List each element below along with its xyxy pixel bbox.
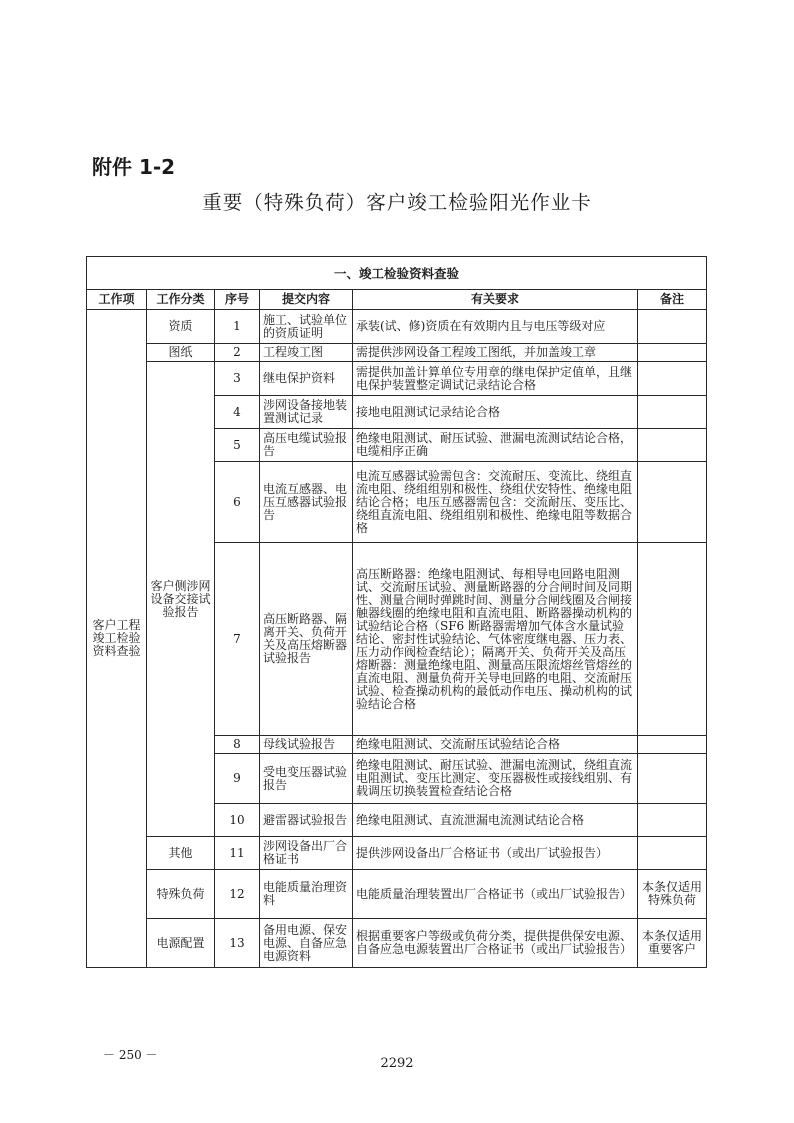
number-cell: 9 (215, 754, 260, 804)
document-title: 重要（特殊负荷）客户竣工检验阳光作业卡 (202, 191, 592, 214)
number-cell: 4 (215, 396, 260, 429)
note-cell (638, 429, 707, 462)
col-header-note: 备注 (638, 290, 707, 310)
number-cell: 10 (215, 804, 260, 837)
note-cell (638, 754, 707, 804)
number-cell: 3 (215, 362, 260, 396)
content-cell: 电流互感器、电压互感器试验报告 (260, 462, 353, 543)
number-cell: 5 (215, 429, 260, 462)
content-cell: 避雷器试验报告 (260, 804, 353, 837)
content-cell: 母线试验报告 (260, 736, 353, 754)
category-cell: 图纸 (147, 344, 215, 362)
requirement-cell: 根据重要客户等级或负荷分类，提供提供保安电源、自备应急电源装置出厂合格证书（或出厂试验报告） (353, 919, 638, 968)
note-cell (638, 837, 707, 870)
number-cell: 12 (215, 870, 260, 919)
requirement-cell: 电能质量治理装置出厂合格证书（或出厂试验报告） (353, 870, 638, 919)
col-header-requirements: 有关要求 (353, 290, 638, 310)
note-cell (638, 804, 707, 837)
requirement-cell: 绝缘电阻测试、交流耐压试验结论合格 (353, 736, 638, 754)
requirement-cell: 提供涉网设备出厂合格证书（或出厂试验报告） (353, 837, 638, 870)
content-cell: 工程竣工图 (260, 344, 353, 362)
category-cell: 资质 (147, 310, 215, 344)
requirement-cell: 需提供加盖计算单位专用章的继电保护定值单，且继电保护装置整定调试记录结论合格 (353, 362, 638, 396)
col-header-number: 序号 (215, 290, 260, 310)
content-cell: 电能质量治理资料 (260, 870, 353, 919)
category-cell: 客户侧涉网设备交接试验报告 (147, 362, 215, 837)
category-cell: 特殊负荷 (147, 870, 215, 919)
work-item-cell: 客户工程竣工检验资料查验 (87, 310, 147, 968)
content-cell: 涉网设备出厂合格证书 (260, 837, 353, 870)
number-cell: 2 (215, 344, 260, 362)
requirement-cell: 电流互感器试验需包含：交流耐压、变流比、绕组直流电阻、绕组组别和极性、绕组伏安特性、绝缘电阻结论合格；电压互感器需包含：交流耐压、变压比、绕组直流电阻、绕组组别和极性、绝缘电阻等数据合格 (353, 462, 638, 543)
col-header-work-item: 工作项 (87, 290, 147, 310)
note-cell (638, 736, 707, 754)
note-cell (638, 462, 707, 543)
note-cell: 本条仅适用重要客户 (638, 919, 707, 968)
requirement-cell: 绝缘电阻测试、耐压试验、泄漏电流测试，绕组直流电阻测试、变压比测定、变压器极性或接线组别、有载调压切换装置检查结论合格 (353, 754, 638, 804)
requirement-cell: 接地电阻测试记录结论合格 (353, 396, 638, 429)
number-cell: 13 (215, 919, 260, 968)
requirement-cell: 绝缘电阻测试、耐压试验、泄漏电流测试结论合格，电缆相序正确 (353, 429, 638, 462)
table-row (87, 310, 707, 344)
note-cell (638, 344, 707, 362)
content-cell: 涉网设备接地装置测试记录 (260, 396, 353, 429)
number-cell: 1 (215, 310, 260, 344)
number-cell: 8 (215, 736, 260, 754)
table-row (87, 919, 707, 968)
requirement-cell: 高压断路器：绝缘电阻测试、每相导电回路电阻测试、交流耐压试验、测量断路器的分合闸时间及同期性、测量合闸时弹跳时间、测量分合闸线圈及合闸接触器线圈的绝缘电阻和直流电阻、断路器操动机构的试验结论合格（SF6 断路器需增加气体含水量试验结论、密封性试验结论、气体密度继电器、压力表、压力动作阀检查结论）；隔离开关、负荷开关及高压熔断器：测量绝缘电阻、测量高压限流熔丝管熔丝的直流电阻、测量负荷开关导电回路的电阻、交流耐压试验、检查操动机构的最低动作电压、操动机构的试验结论合格 (353, 543, 638, 736)
category-cell: 电源配置 (147, 919, 215, 968)
number-cell: 7 (215, 543, 260, 736)
note-cell: 本条仅适用特殊负荷 (638, 870, 707, 919)
content-cell: 高压电缆试验报告 (260, 429, 353, 462)
table-row (87, 870, 707, 919)
content-cell: 受电变压器试验报告 (260, 754, 353, 804)
content-cell: 施工、试验单位的资质证明 (260, 310, 353, 344)
attachment-label: 附件 1-2 (92, 155, 176, 179)
content-cell: 高压断路器、隔离开关、负荷开关及高压熔断器试验报告 (260, 543, 353, 736)
col-header-content: 提交内容 (260, 290, 353, 310)
document-code: 2292 (380, 1056, 414, 1071)
note-cell (638, 396, 707, 429)
category-cell: 其他 (147, 837, 215, 870)
requirement-cell: 绝缘电阻测试、直流泄漏电流测试结论合格 (353, 804, 638, 837)
note-cell (638, 362, 707, 396)
number-cell: 11 (215, 837, 260, 870)
content-cell: 备用电源、保安电源、自备应急电源资料 (260, 919, 353, 968)
content-cell: 继电保护资料 (260, 362, 353, 396)
note-cell (638, 543, 707, 736)
table-row (87, 362, 707, 396)
table-row (87, 344, 707, 362)
page-number: － 250 － (103, 1048, 158, 1062)
number-cell: 6 (215, 462, 260, 543)
inspection-table (86, 256, 707, 968)
section-title: 一、竣工检验资料查验 (87, 257, 707, 290)
note-cell (638, 310, 707, 344)
table-row (87, 837, 707, 870)
requirement-cell: 需提供涉网设备工程竣工图纸，并加盖竣工章 (353, 344, 638, 362)
col-header-category: 工作分类 (147, 290, 215, 310)
requirement-cell: 承装(试、修)资质在有效期内且与电压等级对应 (353, 310, 638, 344)
